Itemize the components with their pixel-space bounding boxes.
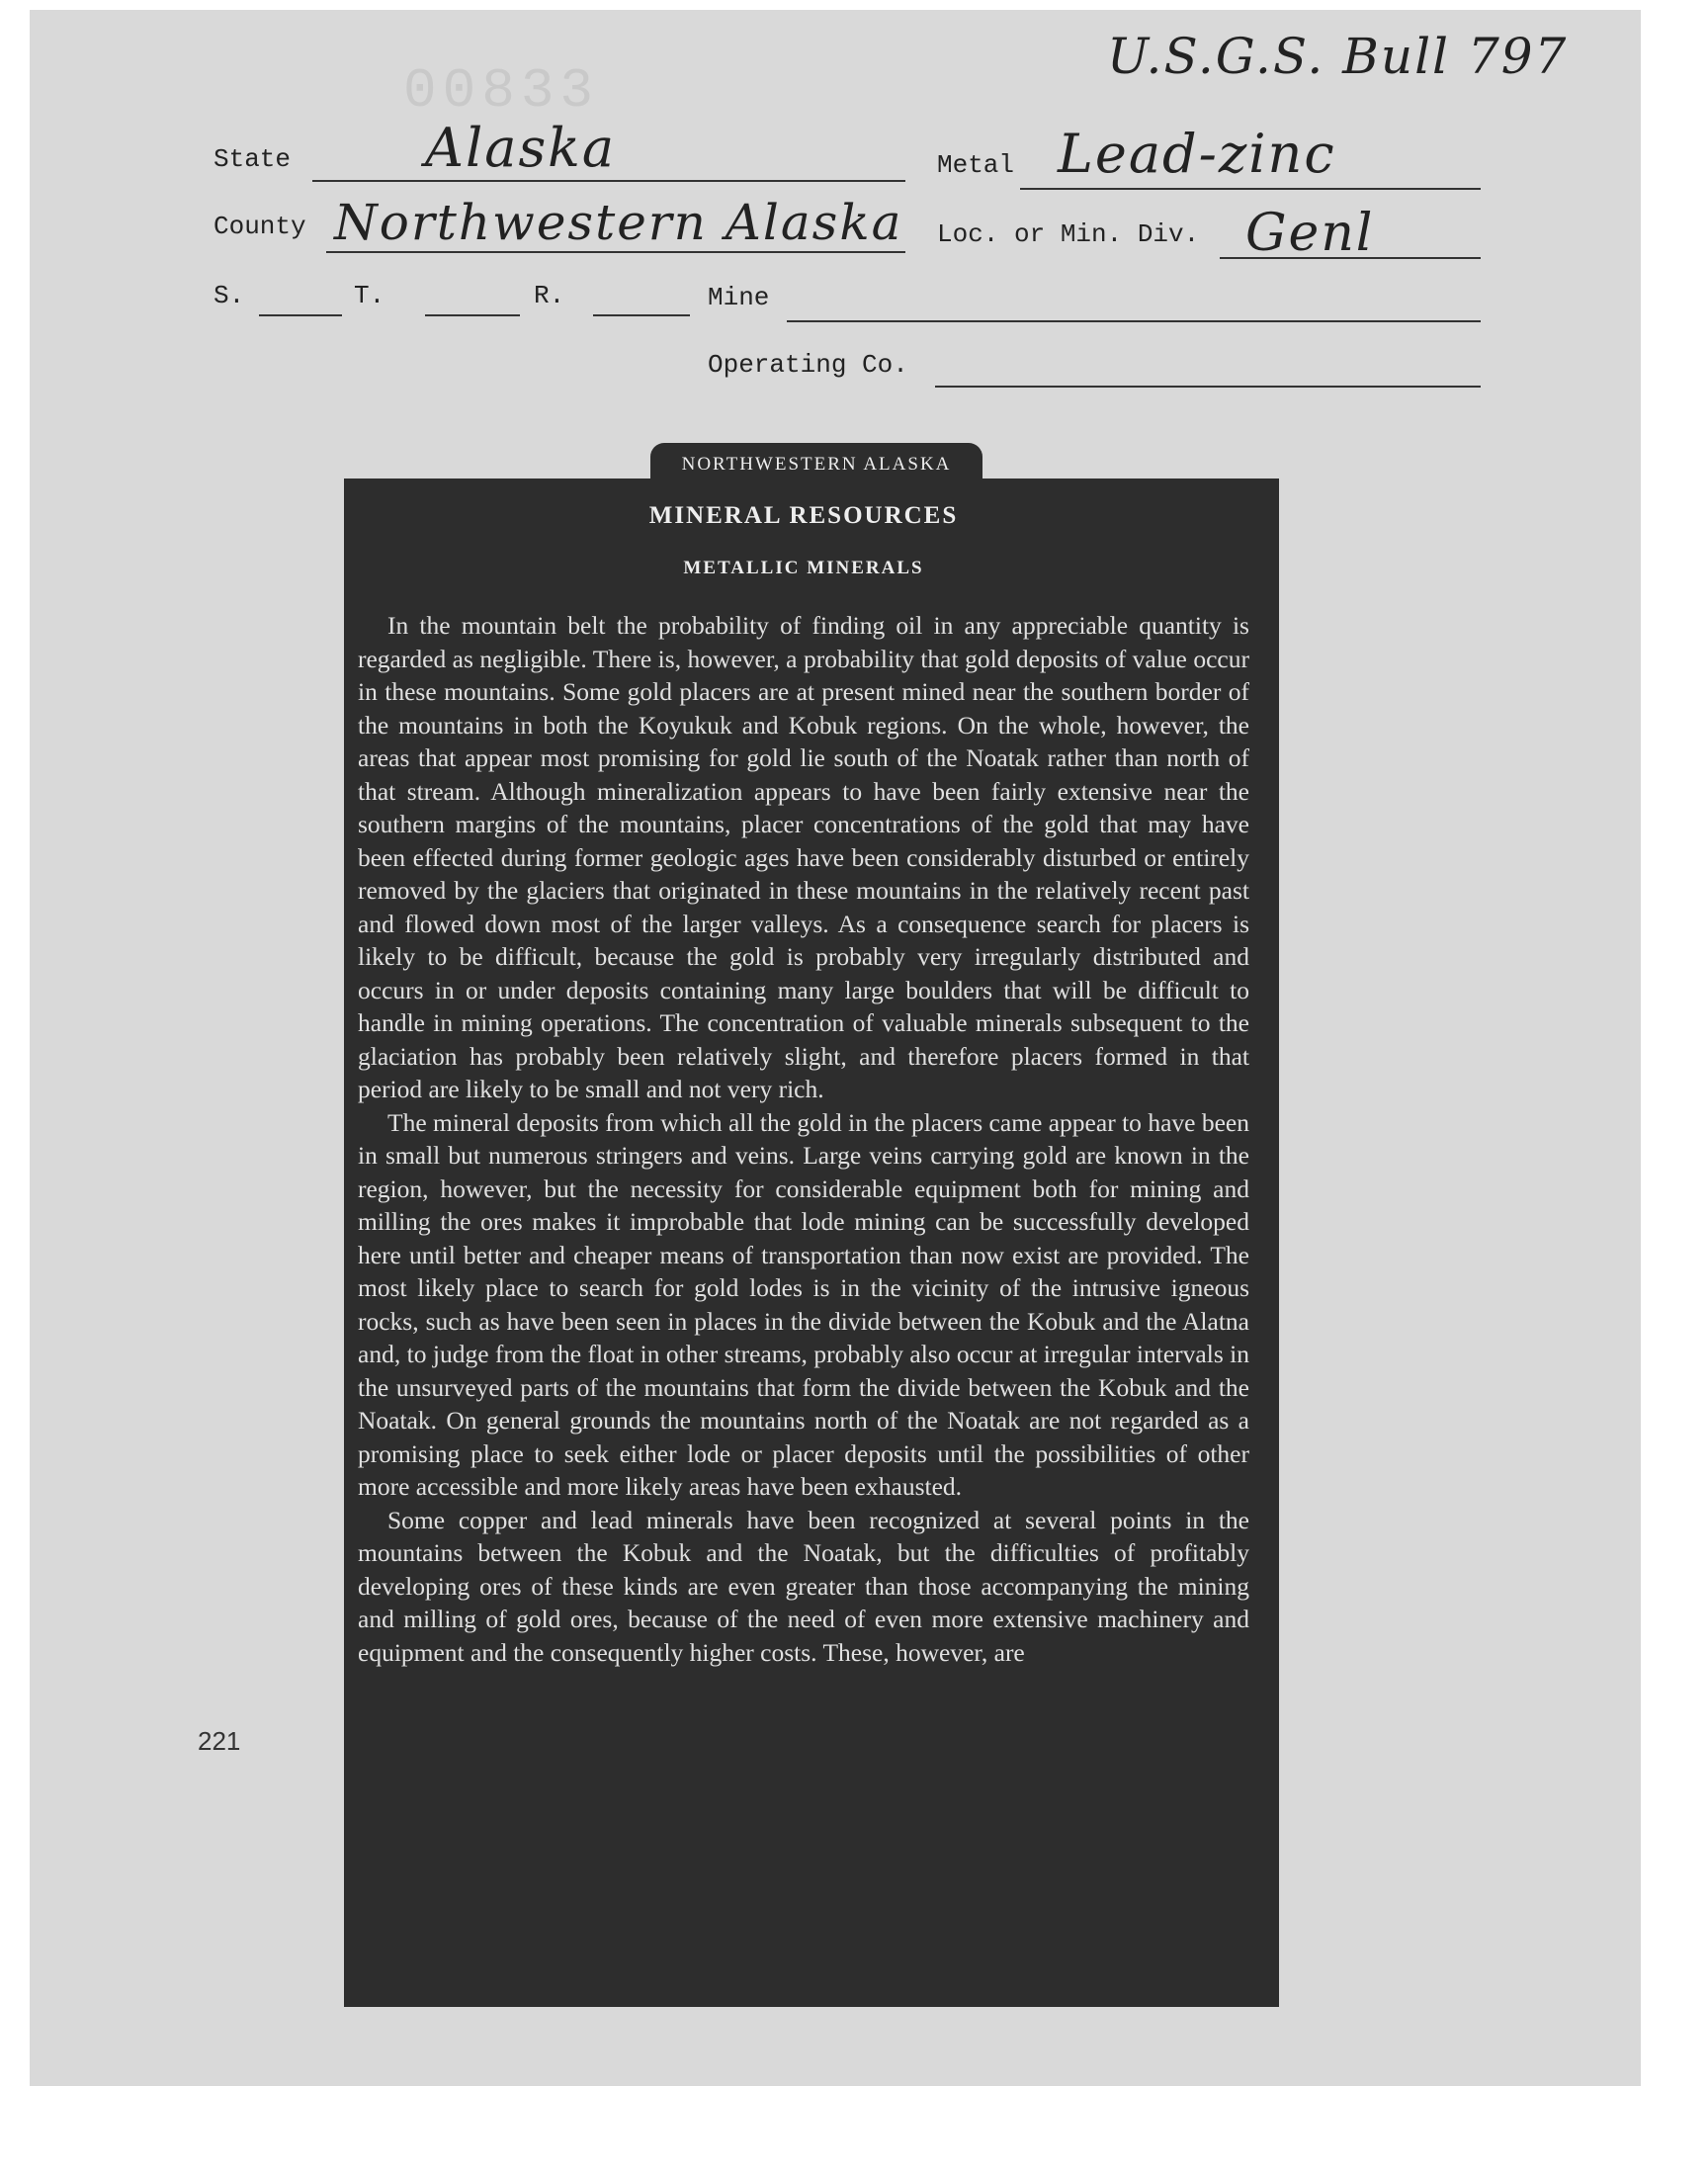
mine-label: Mine	[708, 283, 770, 312]
operating-line	[935, 386, 1481, 388]
s-line	[259, 314, 342, 316]
loc-label: Loc. or Min. Div.	[937, 219, 1200, 249]
paragraph-1: In the mountain belt the probability of finding oil in any appreciable quantity is regarded as negligible. There is, however, a probability that gold deposits of value occur in these mountains. Some gold placers are at present mined near the southern border of the mountains in both the Koyukuk and Kobuk regions. On the whole, however, the areas that appear most promising for gold lie south of the Noatak rather than north of that stream. Although mineralization appears to have been fairly extensive near the southern margins of the mountains, placer concentrations of the gold that may have been effected during former geologic ages have been considerably disturbed or entirely removed by the glaciers that originated in these mountains in the relatively recent past and flowed down most of the larger valleys. As a consequence search for placers is likely to be difficult, because the gold is probably very irregularly distributed and occurs in or under deposits containing many large boulders that will be difficult to handle in mining operations. The concentration of valuable minerals subsequent to the glaciation has probably been relatively slight, and therefore placers formed in that period are likely to be small and not very rich.	[358, 611, 1249, 1103]
state-label: State	[214, 144, 292, 174]
metal-value: Lead-zinc	[1058, 123, 1336, 185]
r-line	[593, 314, 690, 316]
mine-line	[787, 320, 1481, 322]
header-note: U.S.G.S. Bull 797	[1107, 28, 1569, 85]
county-value: Northwestern Alaska	[334, 194, 903, 251]
metal-line	[1020, 188, 1481, 190]
state-value: Alaska	[425, 117, 617, 179]
operating-label: Operating Co.	[708, 350, 908, 380]
clipping-title: MINERAL RESOURCES	[648, 502, 959, 529]
county-line	[326, 251, 905, 253]
clipping	[344, 478, 1279, 2007]
paragraph-3: Some copper and lead minerals have been recognized at several points in the mountains between the Kobuk and the Noatak, but the difficulties of profitably developing ores of these kinds are even greater than those accompanying the mining and milling of gold ores, because of the need of even more extensive machinery and equipment and the consequently higher costs. These, however, are	[358, 1505, 1249, 1667]
clipping-tab: NORTHWESTERN ALASKA	[650, 443, 982, 482]
paragraph-2: The mineral deposits from which all the gold in the placers came appear to have been in small but numerous stringers and veins. Large veins carrying gold are known in the region, however, but the necessity for considerable equipment both for mining and milling the ores makes it improbable that lode mining can be successfully developed here until better and cheaper means of transportation than now exist are provided. The most likely place to search for gold lodes is in the vicinity of the intrusive igneous rocks, such as have been seen in places in the divide between the Kobuk and the Alatna and, to judge from the float in other streams, probably also occur at irregular intervals in the unsurveyed parts of the mountains that form the divide between the Kobuk and the Noatak. On general grounds the mountains north of the Noatak are not regarded as a promising place to seek either lode or placer deposits until the possibilities of other more accessible and more likely areas have been exhausted.	[358, 1107, 1249, 1501]
t-line	[425, 314, 520, 316]
metal-label: Metal	[937, 150, 1015, 180]
t-label: T.	[354, 281, 385, 310]
county-label: County	[214, 212, 306, 241]
r-label: R.	[534, 281, 565, 310]
clipping-subtitle: METALLIC MINERALS	[683, 558, 924, 578]
card-stamp-number: 00833	[403, 59, 600, 123]
state-line	[312, 180, 905, 182]
page-number: 221	[198, 1726, 241, 1756]
s-label: S.	[214, 281, 245, 310]
loc-value: Genl	[1245, 204, 1375, 263]
